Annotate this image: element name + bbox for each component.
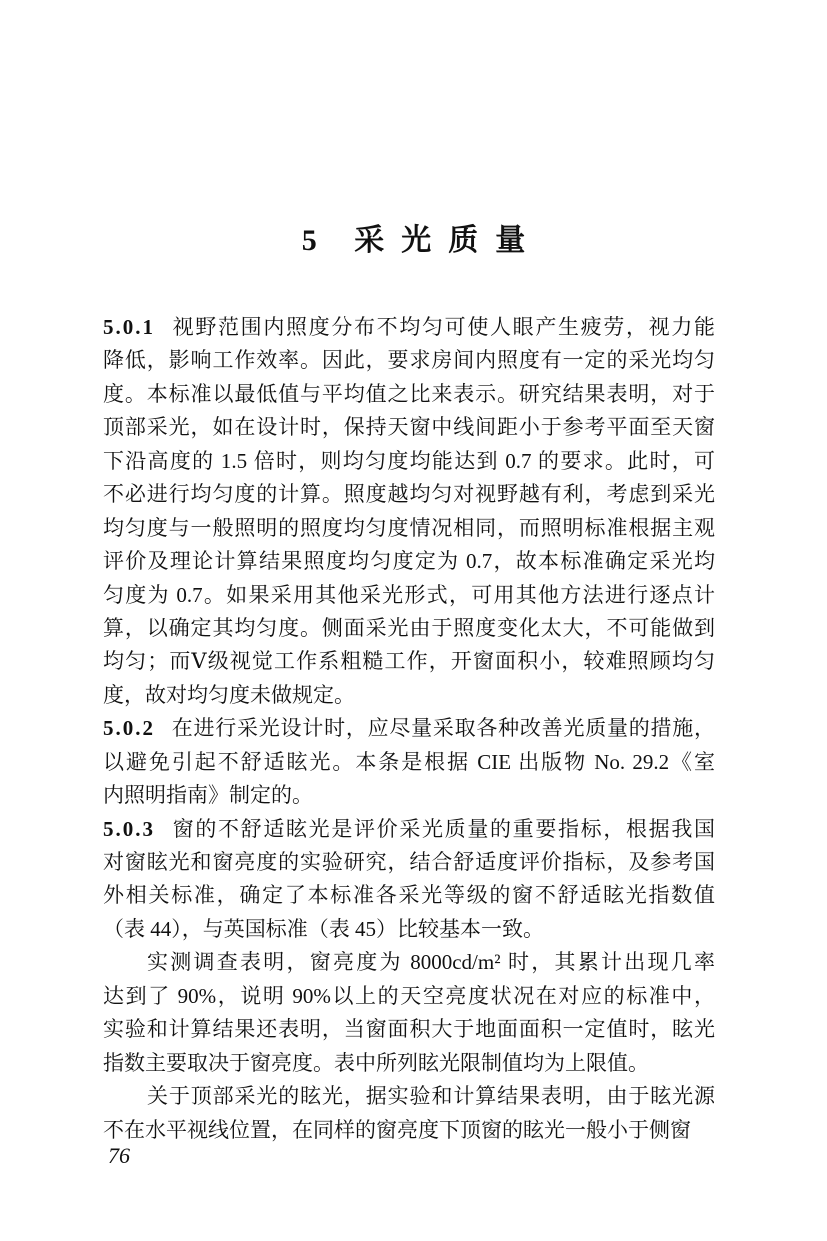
paragraph	[103, 946, 715, 1080]
text-line: 顶部采光，如在设计时，保持天窗中线间距小于参考平面至天窗	[103, 415, 715, 440]
text-line: 不在水平视线位置，在同样的窗亮度下顶窗的眩光一般小于侧窗	[103, 1117, 691, 1142]
clause-text: 视野范围内照度分布不均匀可使人眼产生疲劳，视力能	[171, 315, 715, 339]
text-line: 度。本标准以最低值与平均值之比来表示。研究结果表明，对于	[103, 381, 715, 406]
document-body	[103, 311, 715, 1147]
text-line: 算，以确定其均匀度。侧面采光由于照度变化太大，不可能做到	[103, 615, 715, 640]
text-line: 指数主要取决于窗亮度。表中所列眩光限制值均为上限值。	[103, 1050, 649, 1075]
text-line: （表 44），与英国标准（表 45）比较基本一致。	[103, 916, 544, 941]
text-line: 评价及理论计算结果照度均匀度定为 0.7，故本标准确定采光均	[103, 549, 715, 574]
text-line: 均匀度与一般照明的照度均匀度情况相同，而照明标准根据主观	[103, 515, 715, 540]
text-line: 不必进行均匀度的计算。照度越均匀对视野越有利，考虑到采光	[103, 482, 715, 507]
paragraph	[103, 1080, 715, 1147]
text-line	[103, 712, 715, 745]
chapter-number: 5	[301, 224, 317, 257]
text-line: 实验和计算结果还表明，当窗面积大于地面面积一定值时，眩光	[103, 1017, 715, 1042]
text-line: 内照明指南》制定的。	[103, 783, 313, 808]
paragraph	[103, 813, 715, 947]
paragraph	[103, 712, 715, 812]
clause-number: 5.0.2	[103, 716, 155, 741]
chapter-heading	[0, 223, 827, 259]
paragraph	[103, 311, 715, 712]
text-line: 降低，影响工作效率。因此，要求房间内照度有一定的采光均匀	[103, 348, 715, 373]
text-line: 匀度为 0.7。如果采用其他采光形式，可用其他方法进行逐点计	[103, 582, 715, 607]
text-line	[103, 813, 715, 846]
clause-number: 5.0.1	[103, 315, 155, 339]
text-line: 下沿高度的 1.5 倍时，则均匀度均能达到 0.7 的要求。此时，可	[103, 448, 715, 473]
text-line: 达到了 90%，说明 90%以上的天空亮度状况在对应的标准中，	[103, 983, 715, 1008]
text-line: 以避免引起不舒适眩光。本条是根据 CIE 出版物 No. 29.2《室	[103, 749, 715, 774]
page-number: 76	[108, 1143, 130, 1168]
text-line: 均匀；而Ⅴ级视觉工作系粗糙工作，开窗面积小，较难照顾均匀	[103, 649, 715, 674]
clause-number: 5.0.3	[103, 816, 155, 841]
text-line: 对窗眩光和窗亮度的实验研究，结合舒适度评价指标，及参考国	[103, 850, 715, 874]
chapter-title: 采光质量	[354, 224, 543, 257]
clause-text: 窗的不舒适眩光是评价采光质量的重要指标，根据我国	[171, 816, 715, 841]
text-line	[103, 311, 715, 344]
text-line: 外相关标准，确定了本标准各采光等级的窗不舒适眩光指数值	[103, 883, 715, 908]
text-line: 度，故对均匀度未做规定。	[103, 682, 355, 707]
text-line: 实测调查表明，窗亮度为 8000cd/m² 时，其累计出现几率	[147, 950, 715, 975]
clause-text: 在进行采光设计时，应尽量采取各种改善光质量的措施，	[171, 716, 715, 741]
text-line: 关于顶部采光的眩光，据实验和计算结果表明，由于眩光源	[147, 1084, 715, 1109]
